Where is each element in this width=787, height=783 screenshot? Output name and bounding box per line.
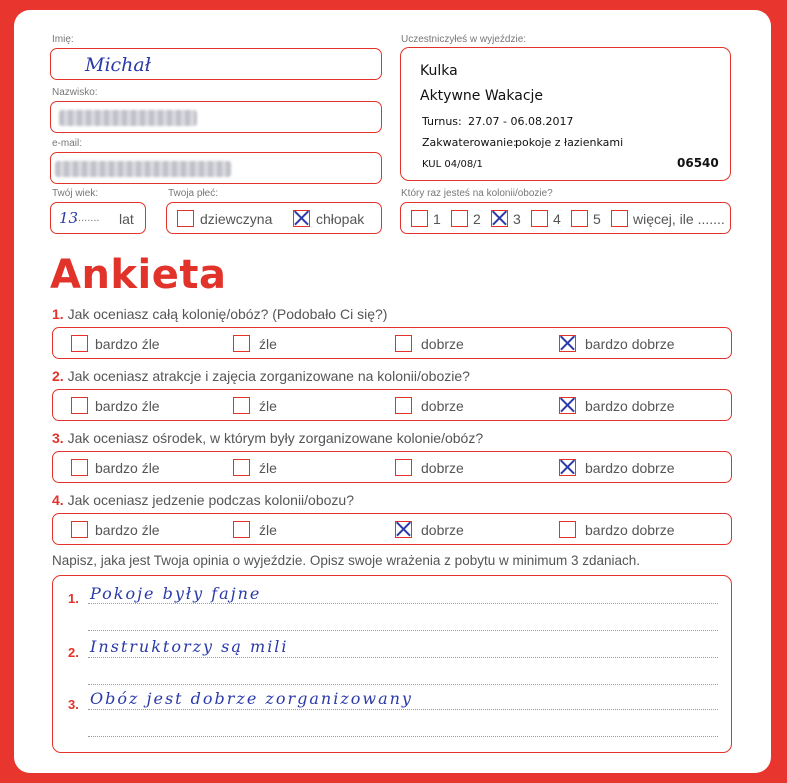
q1-bardzo-zle-label: bardzo źle xyxy=(95,336,160,352)
times-4-checkbox[interactable] xyxy=(531,210,548,227)
age-label: Twój wiek: xyxy=(52,188,99,199)
trip-label: Uczestniczyłeś w wyjeździe: xyxy=(401,34,527,45)
times-label: Który raz jesteś na kolonii/obozie? xyxy=(401,188,553,199)
question-1-number: 1. xyxy=(52,306,64,322)
trip-line1: Kulka xyxy=(420,63,458,79)
question-3-answers xyxy=(52,451,732,483)
opinion-2-text: Instruktorzy są mili xyxy=(90,637,289,656)
trip-info-card xyxy=(400,47,731,181)
age-unit: lat xyxy=(119,211,134,227)
email-field[interactable] xyxy=(50,152,382,184)
q4-bardzo-zle-checkbox[interactable] xyxy=(71,521,88,538)
q3-zle-checkbox[interactable] xyxy=(233,459,250,476)
age-dots: ........ xyxy=(75,212,100,224)
name-label: Imię: xyxy=(52,34,74,45)
opinion-1-text: Pokoje były fajne xyxy=(90,584,262,603)
q1-dobrze-label: dobrze xyxy=(421,336,464,352)
times-3-checkbox[interactable] xyxy=(491,210,508,227)
q4-bardzo-dobrze-checkbox[interactable] xyxy=(559,521,576,538)
question-4 xyxy=(52,492,354,508)
surname-field[interactable] xyxy=(50,101,382,133)
surname-redacted xyxy=(59,110,197,126)
q2-bardzo-dobrze-label: bardzo dobrze xyxy=(585,398,675,414)
q2-bardzo-zle-label: bardzo źle xyxy=(95,398,160,414)
turnus-label: Turnus: xyxy=(422,115,462,128)
q4-zle-label: źle xyxy=(259,522,277,538)
q3-bardzo-dobrze-checkbox[interactable] xyxy=(559,459,576,476)
sex-boy-checkbox[interactable] xyxy=(293,210,310,227)
age-field[interactable] xyxy=(50,202,146,234)
q1-bardzo-dobrze-label: bardzo dobrze xyxy=(585,336,675,352)
sex-boy-label: chłopak xyxy=(316,211,365,227)
question-2-number: 2. xyxy=(52,368,64,384)
q2-dobrze-label: dobrze xyxy=(421,398,464,414)
opinion-line-2a xyxy=(88,657,718,658)
q2-dobrze-checkbox[interactable] xyxy=(395,397,412,414)
question-3-text: Jak oceniasz ośrodek, w którym były zorganizowane kolonie/obóz? xyxy=(67,430,484,446)
question-1-text: Jak oceniasz całą kolonię/obóz? (Podobało Ci się?) xyxy=(67,306,388,322)
times-1-label: 1 xyxy=(433,211,441,227)
age-value: 13 xyxy=(59,209,79,227)
times-1-checkbox[interactable] xyxy=(411,210,428,227)
opinion-line-3b xyxy=(88,736,718,737)
times-field xyxy=(400,202,731,234)
accommodation-value: pokoje z łazienkami xyxy=(515,136,624,149)
opinion-1-number: 1. xyxy=(68,591,79,606)
times-4-label: 4 xyxy=(553,211,561,227)
sex-girl-checkbox[interactable] xyxy=(177,210,194,227)
trip-line2: Aktywne Wakacje xyxy=(420,88,544,104)
opinion-3-text: Obóz jest dobrze zorganizowany xyxy=(90,689,413,708)
opinion-prompt: Napisz, jaka jest Twoja opinia o wyjeździe. Opisz swoje wrażenia z pobytu w minimum 3 zdaniach. xyxy=(52,553,641,568)
name-value: Michał xyxy=(85,54,151,76)
opinion-line-1b xyxy=(88,630,718,631)
question-1 xyxy=(52,306,387,322)
sex-field xyxy=(166,202,382,234)
question-4-answers xyxy=(52,513,732,545)
q2-zle-checkbox[interactable] xyxy=(233,397,250,414)
opinion-line-2b xyxy=(88,684,718,685)
name-field[interactable] xyxy=(50,48,382,80)
email-redacted xyxy=(55,161,231,177)
times-more-checkbox[interactable] xyxy=(611,210,628,227)
q4-dobrze-checkbox[interactable] xyxy=(395,521,412,538)
q3-zle-label: źle xyxy=(259,460,277,476)
times-more-label: więcej, ile ....... xyxy=(633,211,725,227)
q4-dobrze-label: dobrze xyxy=(421,522,464,538)
q1-bardzo-dobrze-checkbox[interactable] xyxy=(559,335,576,352)
question-2 xyxy=(52,368,470,384)
question-2-text: Jak oceniasz atrakcje i zajęcia zorganizowane na kolonii/obozie? xyxy=(67,368,470,384)
sex-label: Twoja płeć: xyxy=(168,188,219,199)
question-4-text: Jak oceniasz jedzenie podczas kolonii/obozu? xyxy=(67,492,354,508)
q2-bardzo-zle-checkbox[interactable] xyxy=(71,397,88,414)
question-3 xyxy=(52,430,483,446)
sex-girl-label: dziewczyna xyxy=(200,211,273,227)
trip-code: KUL 04/08/1 xyxy=(422,159,483,170)
times-2-label: 2 xyxy=(473,211,481,227)
opinion-3-number: 3. xyxy=(68,697,79,712)
accommodation-label: Zakwaterowanie: xyxy=(422,136,517,149)
times-5-checkbox[interactable] xyxy=(571,210,588,227)
opinion-line-3a xyxy=(88,709,718,710)
survey-title: Ankieta xyxy=(50,252,227,298)
q3-dobrze-label: dobrze xyxy=(421,460,464,476)
question-4-number: 4. xyxy=(52,492,64,508)
question-2-answers xyxy=(52,389,732,421)
opinion-2-number: 2. xyxy=(68,645,79,660)
q3-bardzo-dobrze-label: bardzo dobrze xyxy=(585,460,675,476)
q1-zle-label: źle xyxy=(259,336,277,352)
surname-label: Nazwisko: xyxy=(52,87,98,98)
q1-zle-checkbox[interactable] xyxy=(233,335,250,352)
times-2-checkbox[interactable] xyxy=(451,210,468,227)
times-5-label: 5 xyxy=(593,211,601,227)
question-3-number: 3. xyxy=(52,430,64,446)
q1-dobrze-checkbox[interactable] xyxy=(395,335,412,352)
q2-zle-label: źle xyxy=(259,398,277,414)
q3-bardzo-zle-label: bardzo źle xyxy=(95,460,160,476)
times-3-label: 3 xyxy=(513,211,521,227)
q4-bardzo-dobrze-label: bardzo dobrze xyxy=(585,522,675,538)
q3-bardzo-zle-checkbox[interactable] xyxy=(71,459,88,476)
q1-bardzo-zle-checkbox[interactable] xyxy=(71,335,88,352)
q4-bardzo-zle-label: bardzo źle xyxy=(95,522,160,538)
question-1-answers xyxy=(52,327,732,359)
q3-dobrze-checkbox[interactable] xyxy=(395,459,412,476)
email-label: e-mail: xyxy=(52,138,83,149)
q2-bardzo-dobrze-checkbox[interactable] xyxy=(559,397,576,414)
q4-zle-checkbox[interactable] xyxy=(233,521,250,538)
opinion-line-1a xyxy=(88,603,718,604)
trip-number: 06540 xyxy=(677,156,719,170)
turnus-value: 27.07 - 06.08.2017 xyxy=(468,115,574,128)
